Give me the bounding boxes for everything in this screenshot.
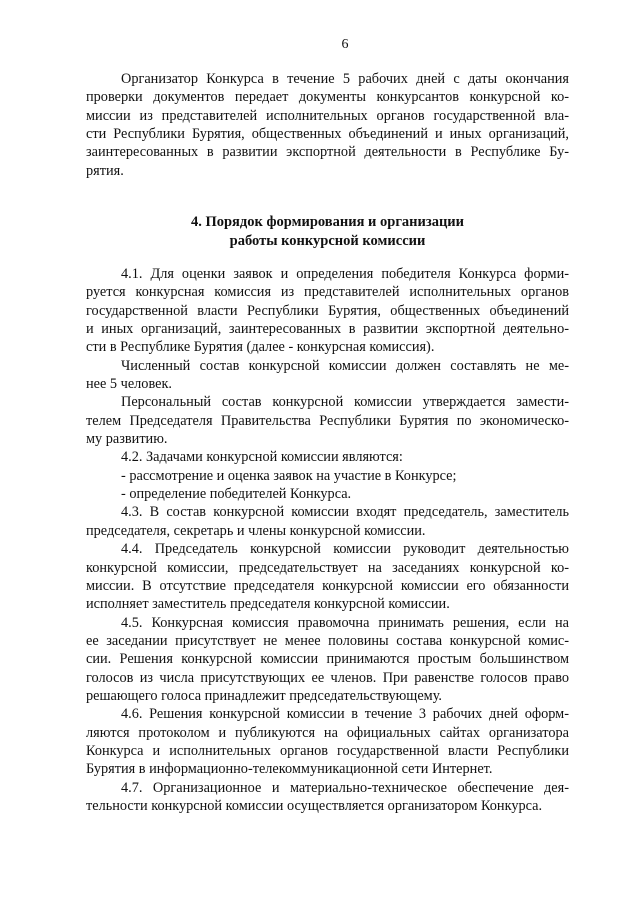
text-line: 4.6. Решения конкурсной комиссии в течение 3 рабочих дней оформ- — [121, 706, 569, 723]
text-line: руется конкурсная комиссия из представителей исполнительных органов — [86, 284, 569, 301]
text-line: тельности конкурсной комиссии осуществляется организатором Конкурса. — [86, 797, 543, 814]
text-line: сти Республики Бурятия, общественных объединений и иных организаций, — [86, 126, 569, 143]
text-line: Персональный состав конкурсной комиссии утверждается замести- — [121, 394, 569, 411]
text-line: миссии. В отсутствие председателя конкурсной комиссии его обязанности — [86, 577, 569, 594]
text-line: голосов из числа присутствующих ее членов. При равенстве голосов право — [86, 669, 569, 686]
text-line: му развитию. — [86, 431, 168, 448]
text-line: нее 5 человек. — [86, 376, 172, 393]
section-body — [86, 265, 569, 815]
page-number: 6 — [341, 37, 349, 52]
section-heading — [86, 213, 569, 250]
text-line: миссии из представителей исполнительных органов государственной вла- — [86, 107, 569, 124]
text-line: ляются протоколом и публикуются на официальных сайтах организатора — [86, 724, 569, 741]
text-line: государственной власти Республики Бурятия, общественных объединений — [86, 302, 569, 319]
text-line: исполняет заместитель председателя конкурсной комиссии. — [86, 596, 450, 613]
intro-paragraph — [86, 70, 569, 180]
text-line: рятия. — [86, 162, 124, 179]
text-line: Организатор Конкурса в течение 5 рабочих дней с даты окончания — [121, 71, 569, 87]
text-line: 4.7. Организационное и материально-техническое обеспечение дея- — [121, 779, 569, 796]
text-line: телем Председателя Правительства Республики Бурятия по экономическо- — [86, 412, 569, 429]
text-line: 4.5. Конкурсная комиссия правомочна принимать решения, если на — [121, 614, 569, 631]
list-item: - рассмотрение и оценка заявок на участие в Конкурсе; — [121, 467, 457, 484]
text-line: 4.2. Задачами конкурсной комиссии являются: — [121, 449, 403, 466]
text-line: Численный состав конкурсной комиссии должен составлять не ме- — [121, 357, 569, 374]
section-title-line-2: работы конкурсной комиссии — [229, 232, 426, 249]
text-line: председателя, секретарь и члены конкурсной комиссии. — [86, 522, 426, 539]
section-title-line-1: 4. Порядок формирования и организации — [190, 214, 465, 230]
list-item: - определение победителей Конкурса. — [121, 486, 352, 503]
text-line: Бурятия в информационно-телекоммуникационной сети Интернет. — [86, 761, 493, 778]
text-line: проверки документов передает документы конкурсантов конкурсной ко- — [86, 89, 569, 106]
text-line: 4.1. Для оценки заявок и определения победителя Конкурса форми- — [121, 266, 569, 282]
text-line: решающего голоса принадлежит председательствующему. — [86, 687, 442, 704]
text-line: 4.4. Председатель конкурсной комиссии руководит деятельностью — [121, 541, 569, 558]
text-line: сти в Республике Бурятия (далее - конкурсная комиссия). — [86, 339, 435, 356]
text-line: и иных организаций, заинтересованных в развитии экспортной деятельно- — [86, 321, 569, 338]
text-line: Конкурса и исполнительных органов государственной власти Республики — [86, 742, 569, 759]
text-line: заинтересованных в развитии экспортной деятельности в Республике Бу- — [86, 144, 569, 161]
text-line: сии. Решения конкурсной комиссии принимаются простым большинством — [86, 651, 569, 668]
text-line: 4.3. В состав конкурсной комиссии входят председатель, заместитель — [121, 504, 569, 521]
text-line: конкурсной комиссии, председательствует на заседаниях конкурсной ко- — [86, 559, 569, 576]
text-line: ее заседании присутствует не менее половины состава конкурсной комис- — [86, 632, 569, 649]
